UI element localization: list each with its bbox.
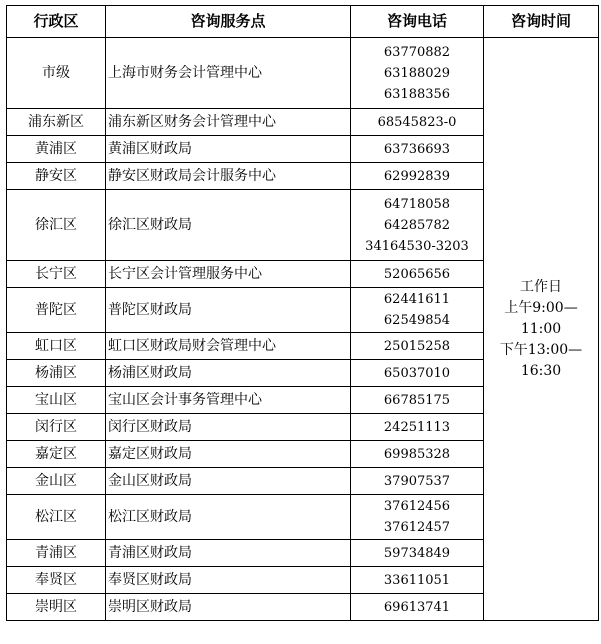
service-point-cell: 浦东新区财务会计管理中心 <box>106 109 351 136</box>
district-cell: 金山区 <box>7 468 106 495</box>
phone-number: 24251113 <box>383 419 451 435</box>
phone-cell <box>351 333 484 360</box>
service-point-cell: 黄浦区财政局 <box>106 136 351 163</box>
district-cell: 嘉定区 <box>7 441 106 468</box>
phone-cell <box>351 261 484 288</box>
header-district: 行政区 <box>7 6 106 38</box>
service-point-cell: 虹口区财政局财会管理中心 <box>106 333 351 360</box>
phone-number: 62549854 <box>383 313 451 328</box>
phone-cell <box>351 190 484 261</box>
phone-number: 25015258 <box>383 338 451 354</box>
district-cell: 崇明区 <box>7 594 106 621</box>
district-cell: 浦东新区 <box>7 109 106 136</box>
service-point-cell: 杨浦区财政局 <box>106 360 351 387</box>
district-cell: 杨浦区 <box>7 360 106 387</box>
phone-number: 37612457 <box>383 520 451 535</box>
phone-cell <box>351 38 484 109</box>
phone-number: 34164530-3203 <box>365 238 469 254</box>
phone-cell <box>351 495 484 540</box>
service-point-cell: 青浦区财政局 <box>106 540 351 567</box>
service-point-cell: 静安区财政局会计服务中心 <box>106 163 351 190</box>
phone-number: 63736693 <box>383 141 451 157</box>
service-point-cell: 松江区财政局 <box>106 495 351 540</box>
phone-number: 62992839 <box>383 168 451 184</box>
phone-cell <box>351 387 484 414</box>
service-point-cell: 金山区财政局 <box>106 468 351 495</box>
phone-number: 69613741 <box>383 599 451 615</box>
district-cell: 徐汇区 <box>7 190 106 261</box>
phone-number: 59734849 <box>383 545 451 561</box>
service-point-cell: 上海市财务会计管理中心 <box>106 38 351 109</box>
district-cell: 普陀区 <box>7 288 106 333</box>
phone-number: 66785175 <box>383 392 451 408</box>
service-point-cell: 普陀区财政局 <box>106 288 351 333</box>
phone-number: 63188356 <box>383 86 451 102</box>
district-cell: 奉贤区 <box>7 567 106 594</box>
hours-cell <box>484 38 599 621</box>
phone-number: 37907537 <box>383 473 451 489</box>
phone-number: 63770882 <box>383 44 451 60</box>
consultation-table <box>6 5 599 621</box>
hours-morning-start: 上午9:00— <box>504 299 578 316</box>
district-cell: 松江区 <box>7 495 106 540</box>
district-cell: 市级 <box>7 38 106 109</box>
service-point-cell: 宝山区会计事务管理中心 <box>106 387 351 414</box>
service-point-cell: 徐汇区财政局 <box>106 190 351 261</box>
phone-number: 68545823-0 <box>377 114 457 130</box>
district-cell: 虹口区 <box>7 333 106 360</box>
phone-number: 64718058 <box>383 196 451 212</box>
hours-afternoon-start: 下午13:00— <box>499 341 583 358</box>
phone-number: 65037010 <box>383 365 451 381</box>
phone-number: 63188029 <box>383 65 451 81</box>
table-row <box>7 38 599 109</box>
phone-number: 62441611 <box>383 292 451 307</box>
hours-afternoon-end: 16:30 <box>520 362 562 379</box>
hours-workday: 工作日 <box>520 278 562 295</box>
phone-cell <box>351 594 484 621</box>
phone-cell <box>351 163 484 190</box>
phone-cell <box>351 441 484 468</box>
header-phone: 咨询电话 <box>351 6 484 38</box>
phone-cell <box>351 540 484 567</box>
district-cell: 静安区 <box>7 163 106 190</box>
phone-cell <box>351 136 484 163</box>
service-point-cell: 奉贤区财政局 <box>106 567 351 594</box>
phone-cell <box>351 360 484 387</box>
phone-number: 33611051 <box>383 572 451 588</box>
phone-cell <box>351 109 484 136</box>
service-point-cell: 嘉定区财政局 <box>106 441 351 468</box>
service-point-cell: 长宁区会计管理服务中心 <box>106 261 351 288</box>
phone-number: 52065656 <box>383 266 451 282</box>
header-row <box>7 6 599 38</box>
phone-cell <box>351 414 484 441</box>
header-hours: 咨询时间 <box>484 6 599 38</box>
service-point-cell: 闵行区财政局 <box>106 414 351 441</box>
district-cell: 闵行区 <box>7 414 106 441</box>
hours-morning-end: 11:00 <box>520 320 562 337</box>
service-point-cell: 崇明区财政局 <box>106 594 351 621</box>
phone-cell <box>351 567 484 594</box>
header-service-point: 咨询服务点 <box>106 6 351 38</box>
phone-cell <box>351 468 484 495</box>
district-cell: 黄浦区 <box>7 136 106 163</box>
phone-cell <box>351 288 484 333</box>
district-cell: 青浦区 <box>7 540 106 567</box>
phone-number: 69985328 <box>383 446 451 462</box>
phone-number: 37612456 <box>383 499 451 514</box>
district-cell: 长宁区 <box>7 261 106 288</box>
district-cell: 宝山区 <box>7 387 106 414</box>
phone-number: 64285782 <box>383 217 451 233</box>
